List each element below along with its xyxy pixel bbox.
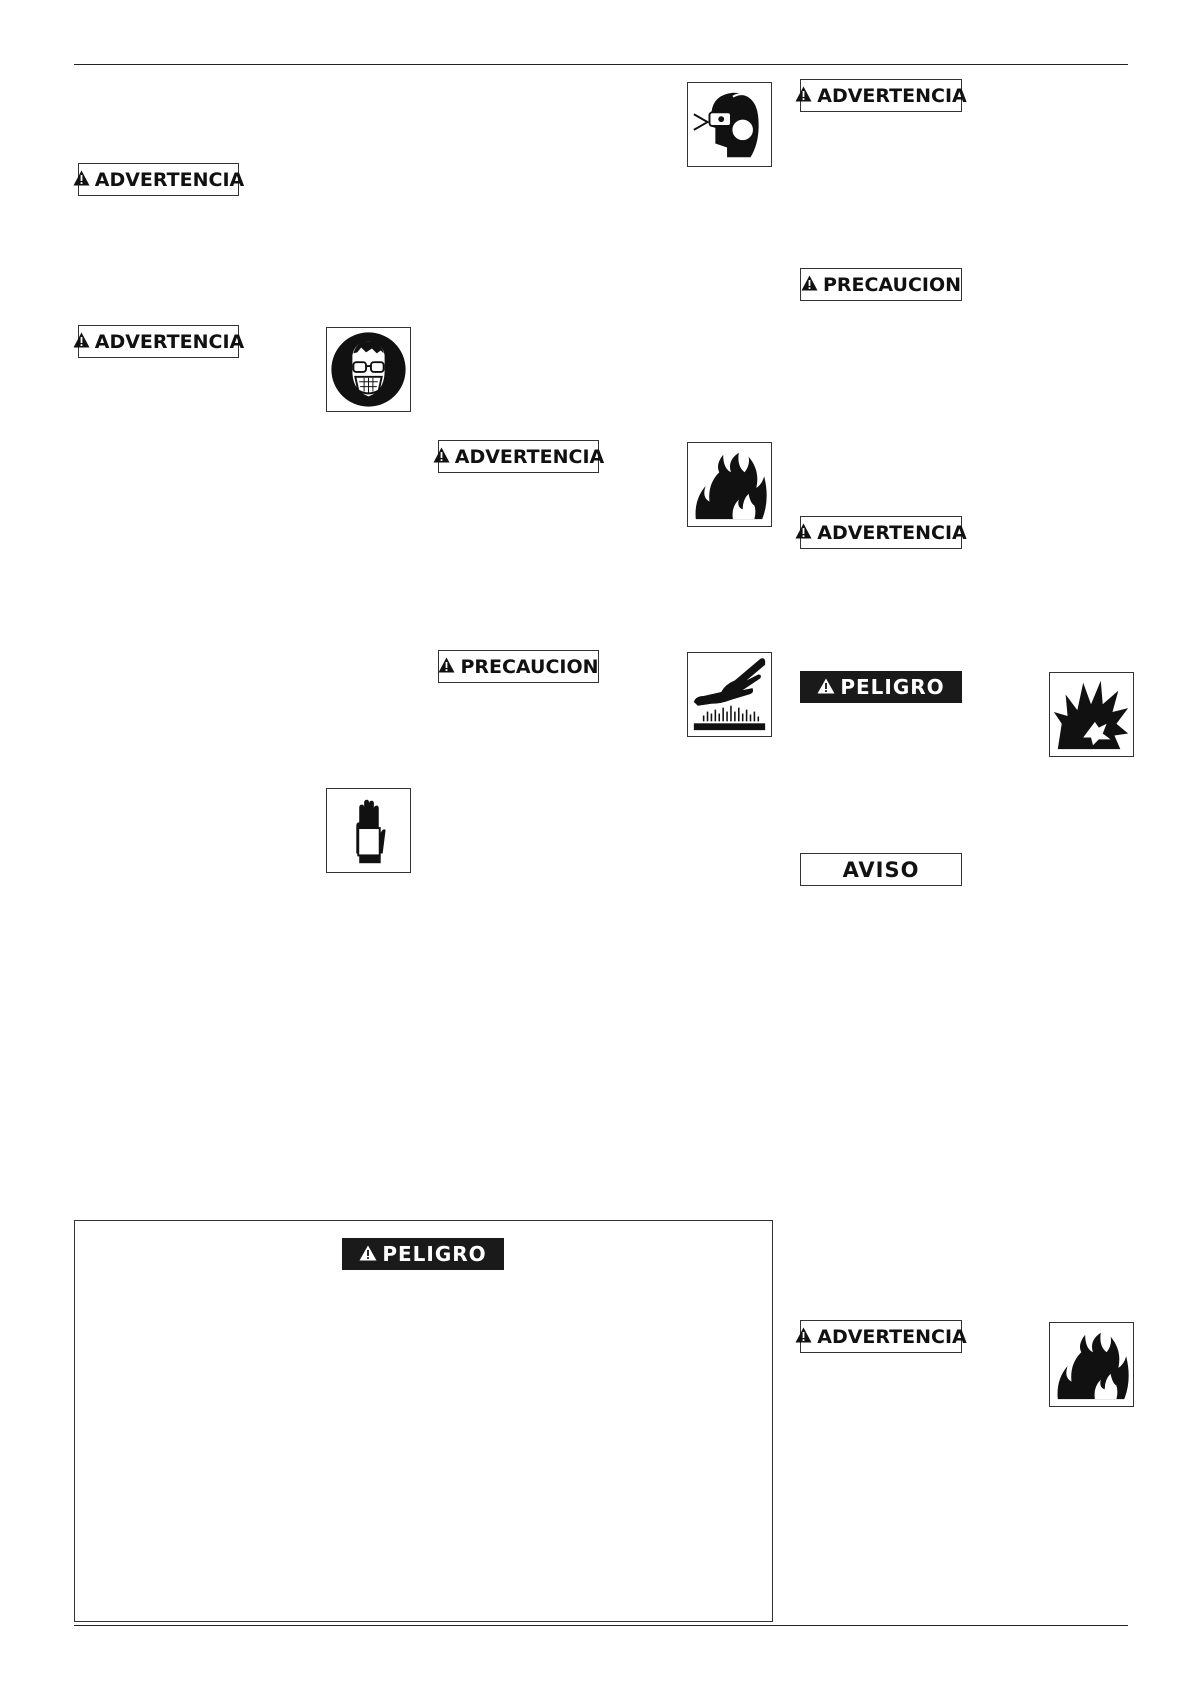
danger-label bbox=[342, 1238, 504, 1270]
danger-panel bbox=[74, 1220, 773, 1622]
protective-glove-icon bbox=[326, 788, 411, 873]
warning-label bbox=[78, 163, 245, 196]
notice-label bbox=[800, 853, 962, 886]
warning-label bbox=[800, 79, 967, 112]
warning-triangle-icon bbox=[73, 169, 90, 191]
warning-label bbox=[800, 516, 967, 549]
warning-triangle-icon bbox=[795, 1326, 812, 1348]
caution-label bbox=[800, 268, 962, 301]
warning-label-text: ADVERTENCIA bbox=[454, 445, 605, 468]
caution-label-text: PRECAUCION bbox=[460, 655, 599, 678]
top-rule bbox=[74, 64, 1128, 65]
warning-triangle-icon bbox=[438, 656, 455, 678]
bottom-rule bbox=[74, 1625, 1128, 1626]
danger-label-text: PELIGRO bbox=[382, 1242, 487, 1266]
warning-triangle-icon bbox=[795, 522, 812, 544]
warning-triangle-icon bbox=[73, 331, 90, 353]
danger-label bbox=[800, 671, 962, 703]
fire-hazard-icon bbox=[1049, 1322, 1134, 1407]
danger-triangle-icon bbox=[359, 1242, 377, 1266]
danger-label-text: PELIGRO bbox=[840, 675, 945, 699]
warning-triangle-icon bbox=[801, 274, 818, 296]
warning-triangle-icon bbox=[795, 85, 812, 107]
hot-surface-icon bbox=[687, 652, 772, 737]
warning-triangle-icon bbox=[433, 446, 450, 468]
notice-label-text: AVISO bbox=[842, 857, 920, 882]
danger-triangle-icon bbox=[817, 675, 835, 699]
warning-label-text: ADVERTENCIA bbox=[817, 1325, 967, 1348]
warning-label-text: ADVERTENCIA bbox=[817, 84, 967, 107]
warning-label-text: ADVERTENCIA bbox=[94, 168, 245, 191]
explosion-hazard-icon bbox=[1049, 672, 1134, 757]
warning-label bbox=[78, 325, 245, 358]
goggles-and-face-mask-icon bbox=[326, 327, 411, 412]
warning-label-text: ADVERTENCIA bbox=[94, 330, 245, 353]
warning-label-text: ADVERTENCIA bbox=[817, 521, 967, 544]
caution-label bbox=[438, 650, 599, 683]
warning-label bbox=[438, 440, 605, 473]
fire-hazard-icon bbox=[687, 442, 772, 527]
warning-label bbox=[800, 1320, 967, 1353]
caution-label-text: PRECAUCION bbox=[822, 273, 962, 296]
eye-and-ear-protection-icon bbox=[687, 82, 772, 167]
